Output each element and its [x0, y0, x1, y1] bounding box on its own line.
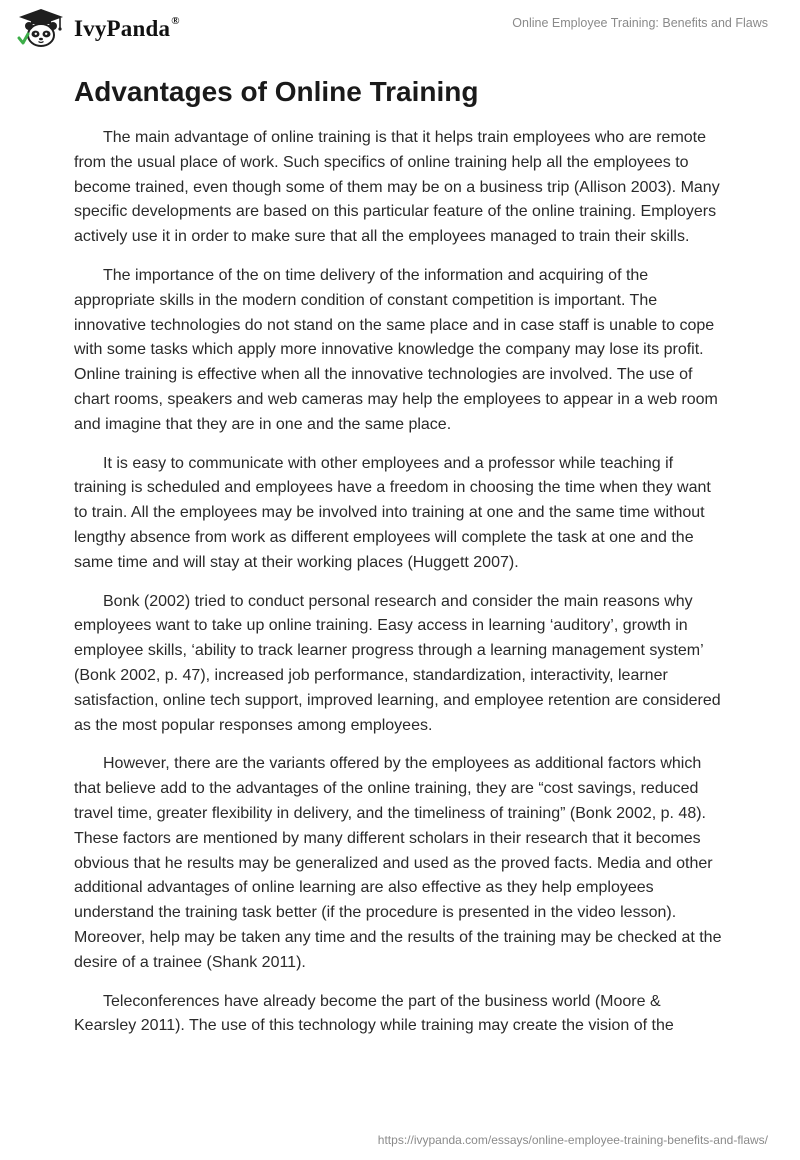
paragraph: Bonk (2002) tried to conduct personal research and consider the main reasons why employees want to take up online training. Easy access in learning ‘auditory’, growth in employee skills, ‘ability to track learner progress through a learning management system’ (Bonk 2002, p. 47), increased job performance, standardization, interactivity, learner satisfaction, online tech support, improved learning, and employee retention are considered as the most popular responses among employees.: [74, 592, 721, 734]
page-header: [0, 0, 800, 60]
document-title: Online Employee Training: Benefits and Flaws: [512, 16, 768, 30]
brand-name: [74, 16, 180, 42]
brand-logo[interactable]: [16, 8, 180, 48]
paragraph: The importance of the on time delivery of the information and acquiring of the appropriate skills in the modern condition of constant competition is important. The innovative technologies do not stand on the same place and in case staff is unable to cope with some tasks which apply more innovative knowledge the company may lose its profit. Online training is effective when all the innovative technologies are involved. The use of chart rooms, speakers and web cameras may help the employees to appear in a web room and imagine that they are in one and the same place.: [74, 266, 718, 433]
panda-graduate-icon: [16, 8, 66, 48]
paragraph: It is easy to communicate with other employees and a professor while teaching if training is scheduled and employees have a freedom in choosing the time when they want to train. All the employees may be involved into training at one and the same time without lengthy absence from work as different employees will complete the task at one and the same time and will stay at their working places (Huggett 2007).: [74, 454, 711, 571]
paragraph: However, there are the variants offered by the employees as additional factors which that believe add to the advantages of the online training, they are “cost savings, reduced travel time, greater flexibility in delivery, and the timeliness of training” (Bonk 2002, p. 48). These factors are mentioned by many different scholars in their research that it becomes obvious that he results may be generalized and used as the proved facts. Media and other additional advantages of online learning are also effective as they help employees understand the training task better (if the procedure is presented in the video lesson). Moreover, help may be taken any time and the results of the training may be checked at the desire of a trainee (Shank 2011).: [74, 755, 722, 971]
source-url[interactable]: https://ivypanda.com/essays/online-employee-training-benefits-and-flaws/: [377, 1133, 768, 1147]
brand-name-text: IvyPanda: [74, 16, 171, 41]
section-heading: Advantages of Online Training: [74, 76, 479, 107]
paragraph: Teleconferences have already become the part of the business world (Moore & Kearsley 2011). The use of this technology while training may create the vision of the: [74, 992, 674, 1035]
essay-content: [74, 76, 726, 1053]
trademark-symbol: ®: [171, 15, 180, 28]
paragraph: The main advantage of online training is that it helps train employees who are remote from the usual place of work. Such specifics of online training help all the employees to become trained, even though some of them may be on a business trip (Allison 2003). Many specific developments are based on this particular feature of the online training. Employers actively use it in order to make sure that all the employees managed to train their skills.: [74, 129, 720, 246]
